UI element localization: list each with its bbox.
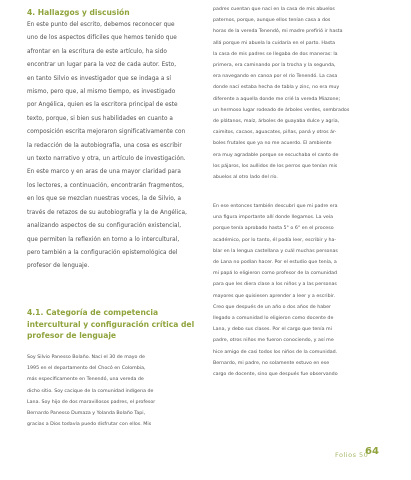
paragraph-line: en tanto Silvio es investigador que se indaga a sí (27, 75, 172, 82)
quote-line: paternos, porque, aunque ellos tenían casa a dos (213, 18, 331, 24)
quote-line: Soy Silvio Panesso Bolaño. Nací el 30 de mayo de (27, 355, 145, 360)
quote-line: dicho sitio. Soy cacique de la comunidad indígena de (27, 388, 154, 394)
quote-line: boles frutales que ya no me acuerdo. El ambiente (213, 141, 332, 147)
paragraph-line: por Angélica, quien es la escritora principal de este (27, 102, 178, 109)
paragraph-line: profesor de lenguaje. (27, 263, 90, 270)
quote-line: era navegando en canoa por el río Tenendó. La casa (213, 74, 338, 80)
quote-line: Bernardo Panesso Dumaza y Yolanda Bolaño Tapi, (27, 411, 146, 417)
quote-line: porque tenía aprobado hasta 5° o 6° en el proceso (213, 226, 334, 232)
quote-line: primera, era caminando por la trocha y la segunda, (213, 63, 336, 69)
quote-line: 1995 en el departamento del Chocó en Colombia, (27, 366, 146, 372)
paragraph-line: la redacción de la autobiografía, una cosa es escribir (27, 142, 182, 149)
quote-line: Creo que después de un año o dos años de haber (213, 304, 332, 310)
paragraph-line: analizando aspectos de su configuración existencial, (27, 223, 182, 230)
quote-line: Lana, y debo sus clases. Por el cargo que tenía mi (213, 327, 332, 333)
subsection-heading (27, 307, 194, 342)
paragraph-line: los lectores, a continuación, encontrarán fragmentos, (27, 182, 184, 189)
paragraph-line: En este marco y en aras de una mayor claridad para (27, 169, 181, 176)
quote-line: una figura importante allí donde llegamos. La veía (213, 215, 334, 221)
quote-line: más específicamente en Tenendó, una vereda de (27, 377, 144, 383)
autobiography-quote-father (213, 201, 338, 380)
quote-line: diferente a aquella donde me crié la vereda Miazone; (213, 96, 341, 102)
quote-line: un hermoso lugar rodeado de árboles verdes, sembrados (213, 107, 350, 113)
section-heading: 4. Hallazgos y discusión (27, 8, 130, 17)
intro-paragraph (27, 19, 187, 274)
quote-line: hice amigo de casi todos los niños de la comunidad. (213, 349, 338, 355)
quote-line: allá porque mi abuela la cuidaría en el parto. Hasta (213, 40, 336, 46)
paragraph-line: composición escrita mejoraron significativamente con (27, 129, 186, 136)
quote-line: donde nací estaba hecha de tabla y zinc, no era muy (213, 85, 340, 91)
quote-line: era muy agradable porque se escuchaba el canto de (213, 152, 339, 158)
quote-line: gracias a Dios todavía puedo disfrutar con ellos. Mis (27, 422, 152, 428)
journal-name: Folios 50 (335, 451, 369, 459)
quote-line: mayores que quisiesen aprender a leer y a escribir. (213, 293, 335, 299)
heading-line: 4.1. Categoría de competencia (27, 308, 159, 317)
quote-line: académico, por lo tanto, él podía leer, escribir y ha- (213, 237, 337, 243)
paragraph-line: En este punto del escrito, debemos reconocer que (27, 22, 175, 28)
heading-line: profesor de lenguaje (27, 331, 117, 340)
quote-line: padre, otros niños me fueron conociendo, y así me (213, 338, 334, 344)
quote-line: cargo de docente, sino que después fue observando (213, 372, 338, 378)
quote-line: Bernardo, mi padre, no solamente estuvo en ese (213, 360, 330, 366)
quote-line: mi papá lo eligieron como profesor de la comunidad (213, 271, 338, 277)
paragraph-line: afrontar en la escritura de este artículo, ha sido (27, 48, 167, 55)
paragraph-line: encontrar un lugar para la voz de cada autor. Esto, (27, 62, 177, 69)
paragraph-line: pero también a la configuración epistemológica del (27, 249, 178, 256)
quote-line: En ese entonces también descubrí que mi padre era (213, 204, 338, 209)
quote-line: blar en la lengua castellana y cuál muchas personas (213, 248, 338, 254)
quote-line: padres cuentan que nací en la casa de mis abuelos (213, 7, 335, 12)
quote-line: para que les diera clase a los niños y a las personas (213, 282, 337, 288)
quote-line: la casa de mis padres se llegaba de dos maneras: la (213, 51, 338, 57)
quote-line: llegado a comunidad lo eligieron como docente de (213, 316, 334, 322)
paragraph-line: uno de los aspectos difíciles que hemos tenido que (27, 35, 177, 42)
paragraph-line: través de retazos de su autobiografía y la de Angélica, (27, 209, 187, 216)
page-number: 64 (365, 446, 379, 457)
heading-line: intercultural y configuración crítica del (27, 319, 195, 329)
paragraph-line: mismo, pero que, al mismo tiempo, es investigado (27, 89, 176, 96)
paragraph-line: un texto narrativo y otra, un artículo de investigación. (27, 156, 186, 163)
quote-line: Lana. Soy hijo de dos maravillosos padres, el profesor (27, 399, 156, 405)
quote-line: de plátanos, maíz, árboles de guayaba dulce y agria, (213, 119, 340, 125)
paragraph-line: texto, porque, si bien sus habilidades en cuanto a (27, 115, 173, 122)
quote-line: horas de la vereda Tenendó, mi madre prefirió ir hasta (213, 29, 343, 35)
quote-line: caimitos, cacaos, aguacates, piñas, paná y otros ár- (213, 130, 337, 136)
quote-line: de Lana no podían hacer. Por el estudio que tenía, a (213, 260, 337, 266)
quote-line: los pájaros, los aullidos de los perros que tenían mis (213, 163, 338, 169)
autobiography-quote-start (27, 352, 155, 430)
autobiography-quote-continued (213, 4, 349, 183)
paragraph-line: que permiten la reflexión en torno a lo intercultural, (27, 236, 180, 243)
paragraph-line: en los que se mezclan nuestras voces, la de Silvio, a (27, 196, 182, 203)
quote-line: abuelos al otro lado del río. (213, 175, 278, 181)
